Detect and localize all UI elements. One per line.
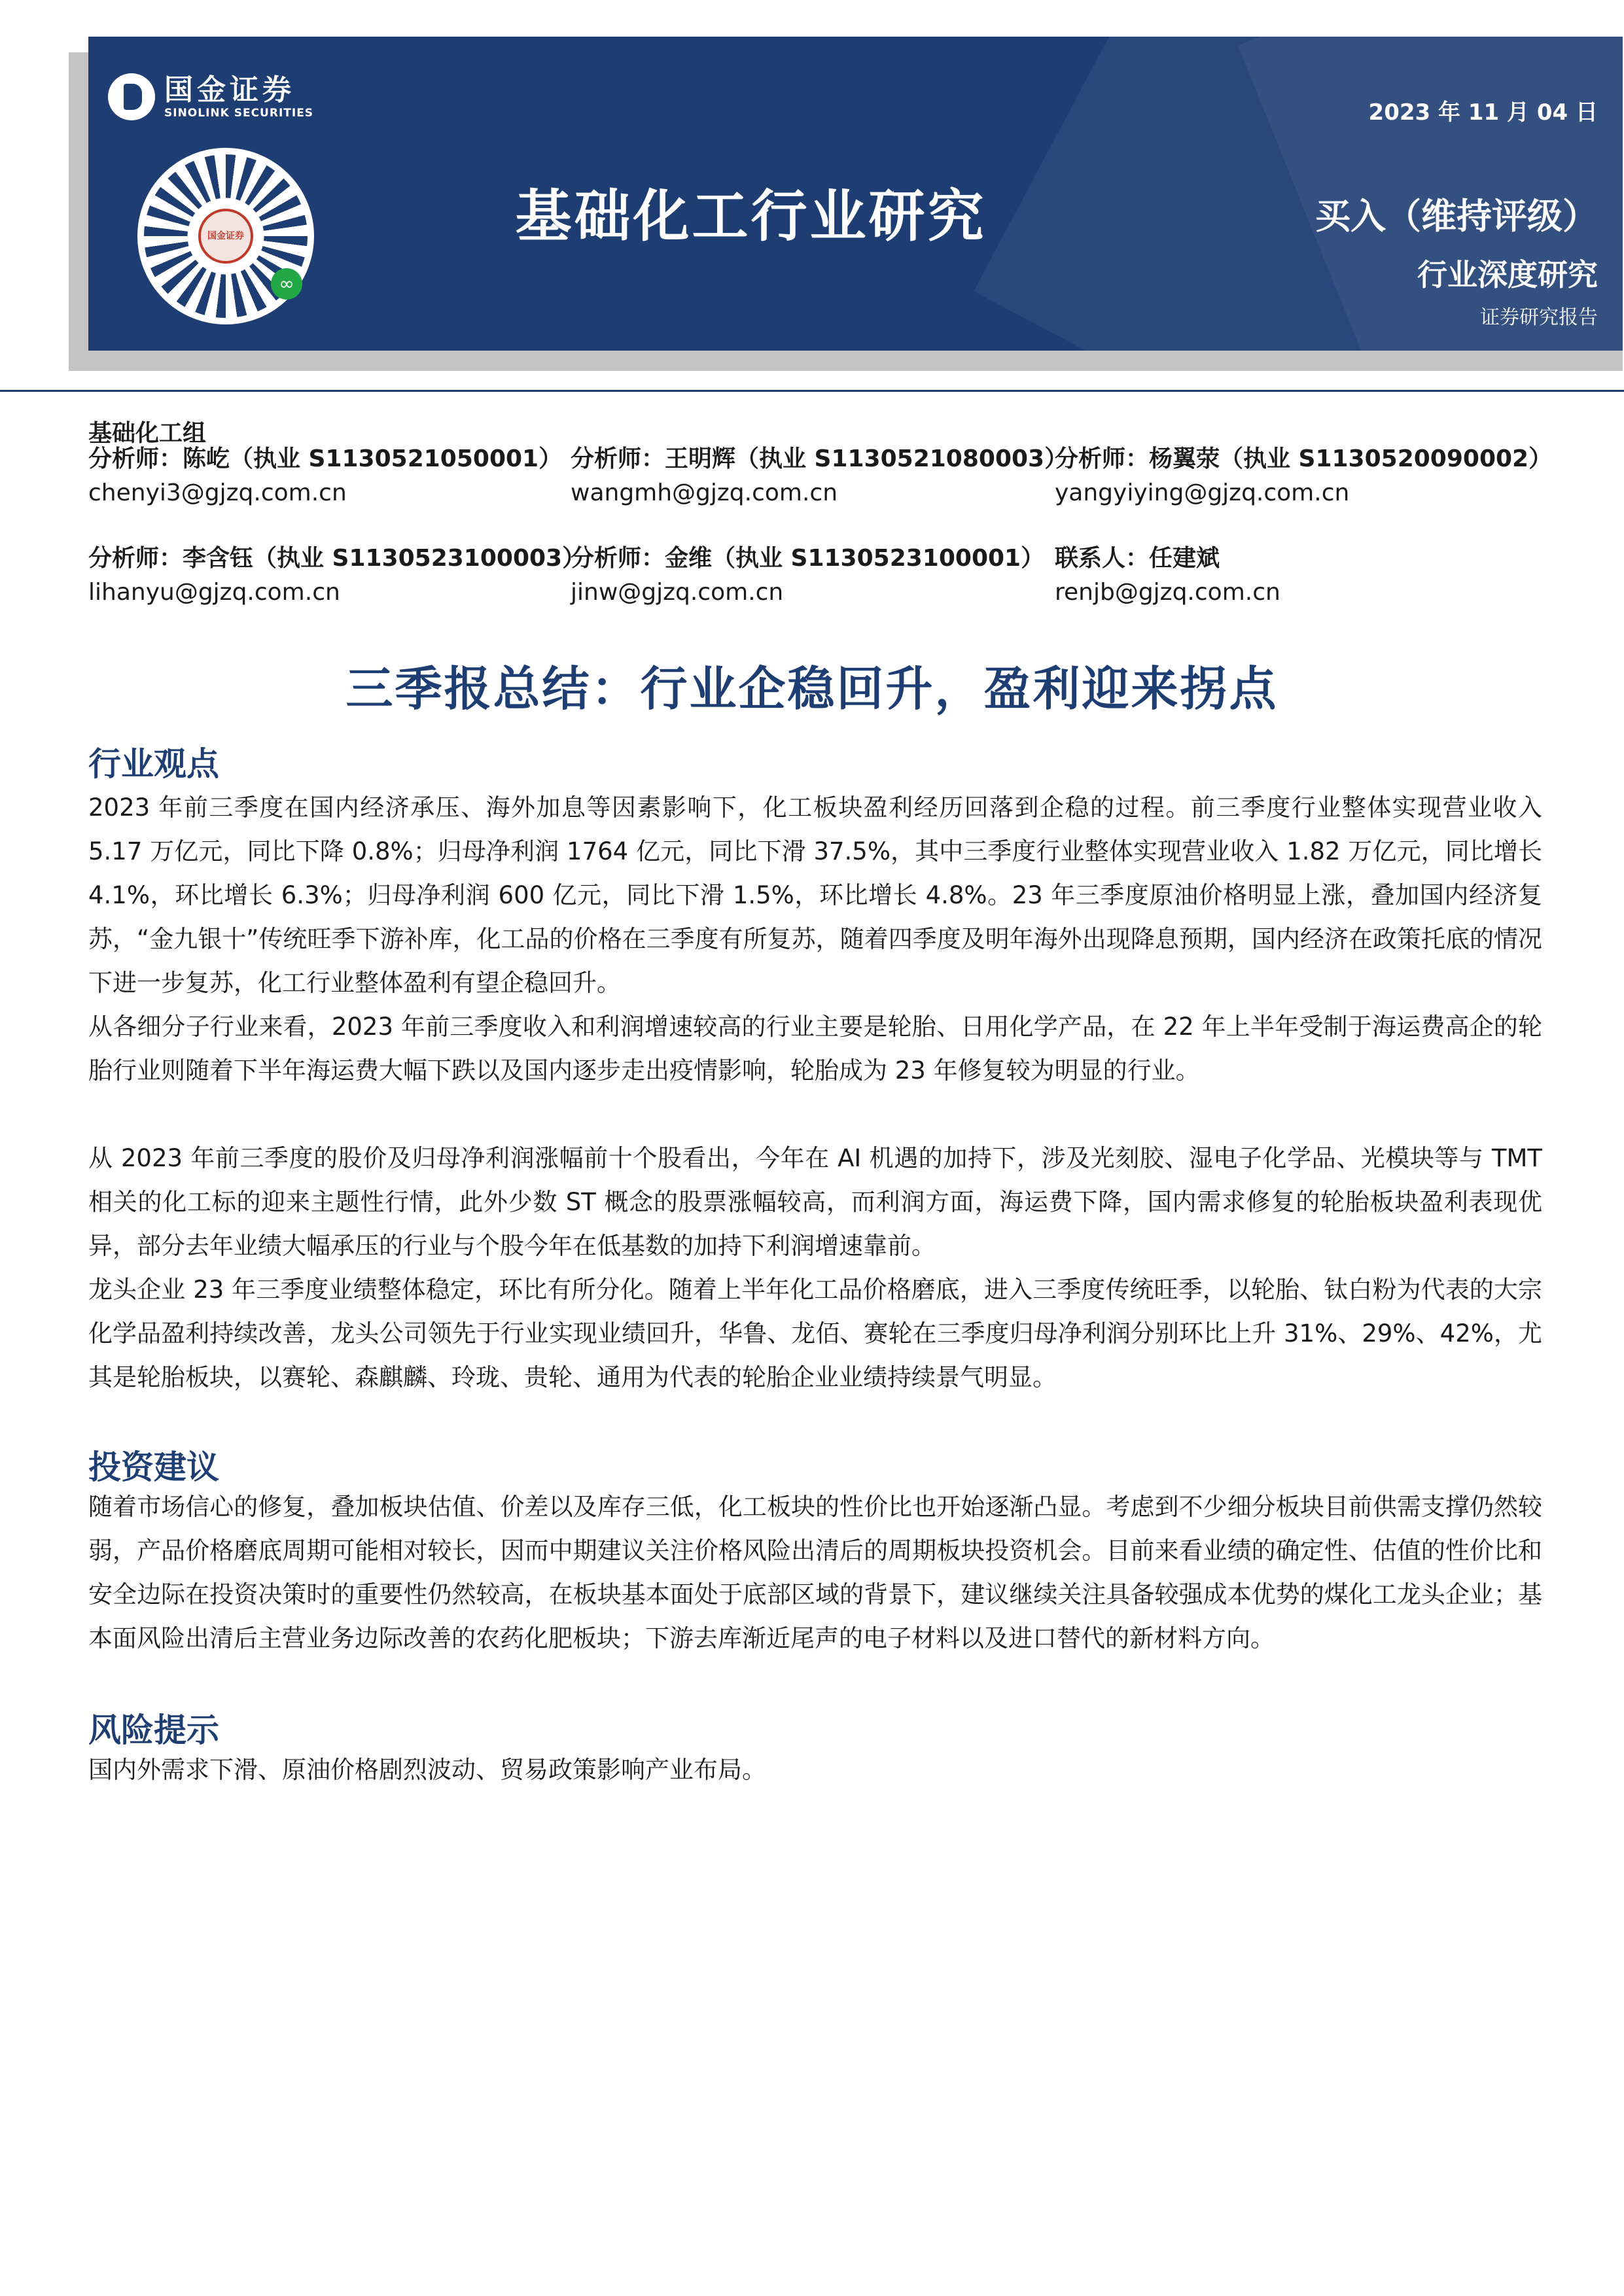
view-paragraph: 从 2023 年前三季度的股价及归母净利润涨幅前十个股看出，今年在 AI 机遇的加持下，涉及光刻胶、湿电子化学品、光模块等与 TMT 相关的化工标的迎来主题性行情，此外少数 ST 概念的股票涨幅较高，而利润方面，海运费下降，国内需求修复的轮胎板块盈利表现优异，部分去年业绩大幅承压的行业与个股今年在低基数的加持下利润增速靠前。 — [88, 1144, 1542, 1260]
report-title: 三季报总结：行业企稳回升，盈利迎来拐点 — [345, 661, 1279, 716]
risk-paragraph: 国内外需求下滑、原油价格剧烈波动、贸易政策影响产业布局。 — [88, 1756, 766, 1784]
qr-center-logo: 国金证券 — [198, 209, 253, 264]
analyst-email[interactable]: chenyi3@gjzq.com.cn — [88, 479, 347, 506]
analyst-email[interactable]: jinw@gjzq.com.cn — [571, 579, 784, 606]
brand-name-en: SINOLINK SECURITIES — [164, 107, 314, 120]
header-banner — [88, 37, 1623, 351]
analyst-label: 分析师：李含钰（执业 S1130523100003） — [88, 545, 586, 572]
analyst-label: 分析师：陈屹（执业 S1130521050001） — [88, 445, 563, 472]
report-date: 2023 年 11 月 04 日 — [1368, 99, 1598, 126]
analyst-group-label: 基础化工组 — [88, 420, 207, 447]
analyst-label: 分析师：金维（执业 S1130523100001） — [571, 545, 1045, 572]
contact-entry — [1055, 542, 1280, 610]
contact-label: 联系人：任建斌 — [1055, 545, 1220, 572]
brand-logo — [108, 73, 313, 120]
wechat-mini-program-icon: ∞ — [271, 268, 302, 300]
view-paragraph: 从各细分子行业来看，2023 年前三季度收入和利润增速较高的行业主要是轮胎、日用化学产品，在 22 年上半年受制于海运费高企的轮胎行业则随着下半年海运费大幅下跌以及国内逐步走出疫情影响，轮胎成为 23 年修复较为明显的行业。 — [88, 1013, 1542, 1085]
analyst-entry — [88, 542, 586, 610]
contact-email[interactable]: renjb@gjzq.com.cn — [1055, 579, 1280, 606]
rating-badge: 买入（维持评级） — [1315, 196, 1598, 237]
header-divider — [0, 390, 1624, 392]
analyst-label: 分析师：杨翼荥（执业 S1130520090002） — [1055, 445, 1553, 472]
advice-paragraph: 随着市场信心的修复，叠加板块估值、价差以及库存三低，化工板块的性价比也开始逐渐凸显。考虑到不少细分板块目前供需支撑仍然较弱，产品价格磨底周期可能相对较长，因而中期建议关注价格风险出清后的周期板块投资机会。目前来看业绩的确定性、估值的性价比和安全边际在投资决策时的重要性仍然较高，在板块基本面处于底部区域的背景下，建议继续关注具备较强成本优势的煤化工龙头企业；基本面风险出清后主营业务边际改善的农药化肥板块；下游去库渐近尾声的电子材料以及进口替代的新材料方向。 — [88, 1493, 1542, 1652]
view-paragraph: 2023 年前三季度在国内经济承压、海外加息等因素影响下，化工板块盈利经历回落到企稳的过程。前三季度行业整体实现营业收入 5.17 万亿元，同比下降 0.8%；归母净利润 1764 亿元，同比下滑 37.5%，其中三季度行业整体实现营业收入 1.82 万亿元，同比增长 4.1%，环比增长 6.3%；归母净利润 600 亿元，同比下滑 1.5%，环比增长 4.8%。23 年三季度原油价格明显上涨，叠加国内经济复苏，“金九银十”传统旺季下游补库，化工品的价格在三季度有所复苏，随着四季度及明年海外出现降息预期，国内经济在政策托底的情况下进一步复苏，化工行业整体盈利有望企稳回升。 — [88, 793, 1542, 997]
analyst-email[interactable]: wangmh@gjzq.com.cn — [571, 479, 838, 506]
report-category: 证券研究报告 — [1480, 306, 1598, 329]
analyst-email[interactable]: yangyiying@gjzq.com.cn — [1055, 479, 1350, 506]
analyst-email[interactable]: lihanyu@gjzq.com.cn — [88, 579, 340, 606]
view-paragraph: 龙头企业 23 年三季度业绩整体稳定，环比有所分化。随着上半年化工品价格磨底，进入三季度传统旺季，以轮胎、钛白粉为代表的大宗化学品盈利持续改善，龙头公司领先于行业实现业绩回升，华鲁、龙佰、赛轮在三季度归母净利润分别环比上升 31%、29%、42%，尤其是轮胎板块，以赛轮、森麒麟、玲珑、贵轮、通用为代表的轮胎企业业绩持续景气明显。 — [88, 1276, 1542, 1391]
report-type: 行业深度研究 — [1417, 257, 1598, 292]
brand-name-cn: 国金证券 — [164, 73, 295, 107]
section-heading-advice: 投资建议 — [88, 1448, 219, 1486]
section-heading-view: 行业观点 — [88, 745, 219, 783]
section-heading-risk: 风险提示 — [88, 1711, 219, 1749]
analyst-entry — [571, 442, 1068, 510]
analyst-entry — [88, 442, 562, 510]
analyst-label: 分析师：王明辉（执业 S1130521080003） — [571, 445, 1068, 472]
analyst-entry — [1055, 442, 1552, 510]
analyst-entry — [571, 542, 1044, 610]
brand-logo-icon — [108, 73, 155, 120]
industry-title: 基础化工行业研究 — [515, 184, 987, 249]
